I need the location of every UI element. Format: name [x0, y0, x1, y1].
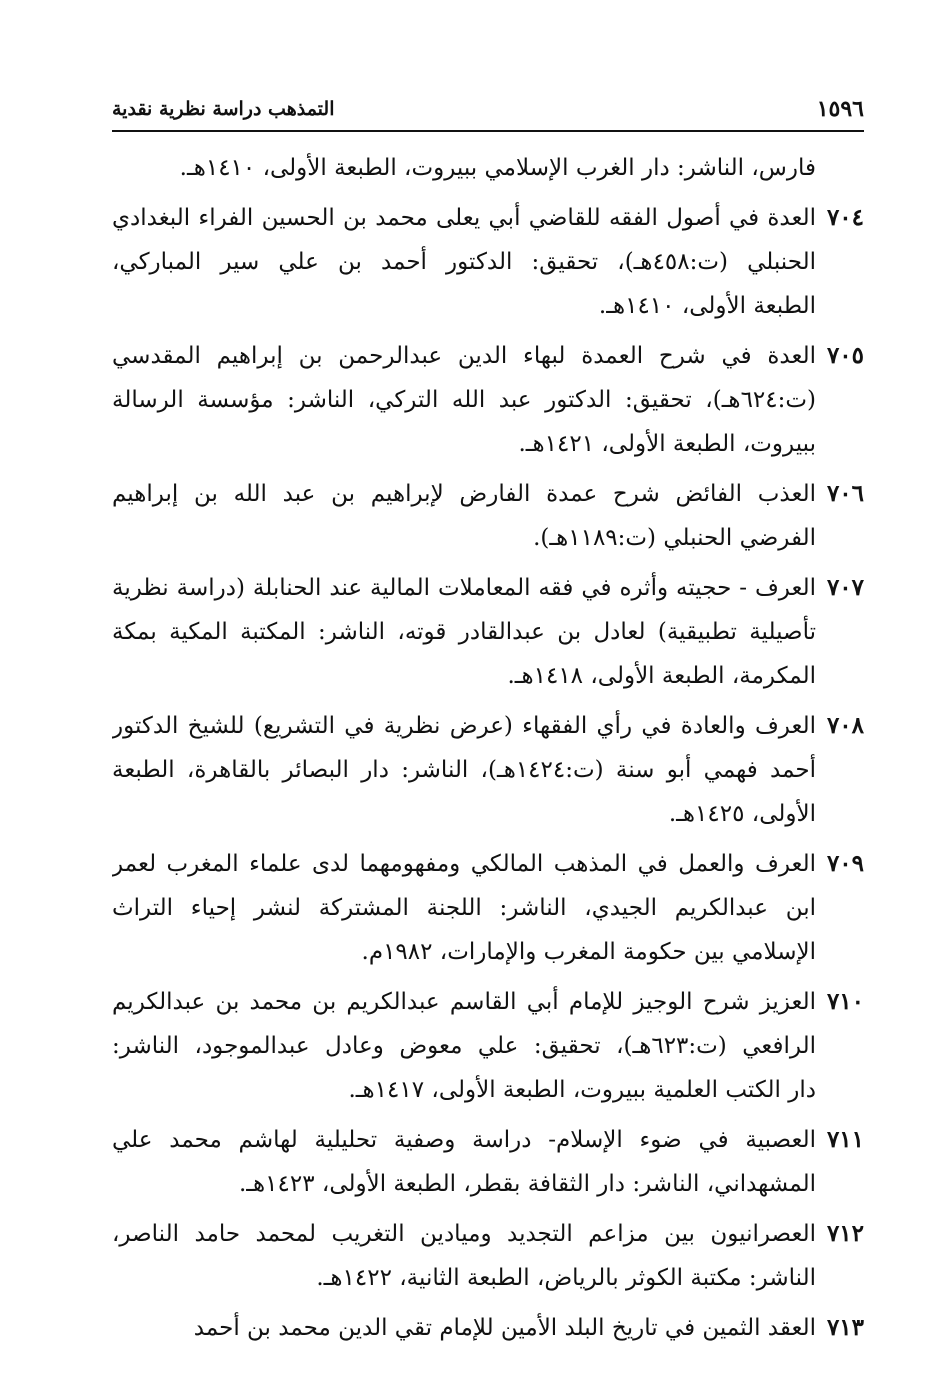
- continuation-line: فارس، الناشر: دار الغرب الإسلامي ببيروت، الطبعة الأولى، ١٤١٠هـ.: [179, 155, 816, 181]
- entry-number: ٧١٣: [826, 1314, 864, 1341]
- entry-text: [112, 472, 816, 560]
- entry-text: [112, 980, 816, 1112]
- entry-number: ٧٠٩: [826, 850, 864, 877]
- entry-line: العصبية في ضوء الإسلام- دراسة وصفية تحليلية لهاشم محمد علي: [112, 1127, 816, 1153]
- bibliography-entry-709: [112, 842, 864, 974]
- entry-line: ابن عبدالكريم الجيدي، الناشر: اللجنة المشتركة لنشر إحياء التراث: [112, 895, 816, 921]
- entry-line: العزيز شرح الوجيز للإمام أبي القاسم عبدالكريم بن محمد بن عبدالكريم: [112, 989, 816, 1015]
- entry-number: ٧١٢: [826, 1220, 864, 1247]
- entry-text: [112, 196, 816, 328]
- entry-line: العدة في شرح العمدة لبهاء الدين عبدالرحمن بن إبراهيم المقدسي: [112, 343, 816, 369]
- entry-line: دار الكتب العلمية ببيروت، الطبعة الأولى، ١٤١٧هـ.: [348, 1077, 816, 1103]
- bibliography-list: [112, 146, 864, 1356]
- entry-number: ٧٠٧: [826, 574, 864, 601]
- entry-number: ٧١١: [826, 1126, 864, 1153]
- entry-line: الأولى، ١٤٢٥هـ.: [668, 801, 816, 827]
- running-title: التمذهب دراسة نظرية نقدية: [112, 98, 335, 120]
- page-number: ١٥٩٦: [816, 96, 864, 122]
- header-rule: [112, 130, 864, 132]
- entry-number: ٧١٠: [826, 988, 864, 1015]
- running-head: [112, 92, 864, 132]
- entry-text: [112, 1212, 816, 1300]
- entry-line: المكرمة، الطبعة الأولى، ١٤١٨هـ.: [507, 663, 816, 689]
- entry-number: ٧٠٤: [826, 204, 864, 231]
- entry-text: [112, 1306, 816, 1350]
- entry-text: [112, 334, 816, 466]
- entry-line: تأصيلية تطبيقية) لعادل بن عبدالقادر قوته، الناشر: المكتبة المكية بمكة: [112, 619, 816, 645]
- entry-line: العقد الثمين في تاريخ البلد الأمين للإمام تقي الدين محمد بن أحمد: [193, 1315, 816, 1341]
- bibliography-entry-706: [112, 472, 864, 560]
- entry-line: ببيروت، الطبعة الأولى، ١٤٢١هـ.: [518, 431, 816, 457]
- entry-line: العصرانيون بين مزاعم التجديد وميادين التغريب لمحمد حامد الناصر،: [112, 1221, 816, 1247]
- bibliography-entry-712: [112, 1212, 864, 1300]
- entry-line: المشهداني، الناشر: دار الثقافة بقطر، الطبعة الأولى، ١٤٢٣هـ.: [238, 1171, 816, 1197]
- entry-text: [112, 1118, 816, 1206]
- bibliography-entry-710: [112, 980, 864, 1112]
- entry-text: [112, 842, 816, 974]
- bibliography-entry-713: [112, 1306, 864, 1350]
- bibliography-entry-711: [112, 1118, 864, 1206]
- bibliography-entry-704: [112, 196, 864, 328]
- entry-line: العرف والعادة في رأي الفقهاء (عرض نظرية في التشريع) للشيخ الدكتور: [112, 713, 816, 739]
- entry-number: ٧٠٥: [826, 342, 864, 369]
- entry-line: العرف والعمل في المذهب المالكي ومفهومهما لدى علماء المغرب لعمر: [112, 851, 816, 877]
- entry-line: (ت:٦٢٤هـ)، تحقيق: الدكتور عبد الله التركي، الناشر: مؤسسة الرسالة: [112, 387, 816, 413]
- entry-line: الفرضي الحنبلي (ت:١١٨٩هـ).: [533, 525, 816, 551]
- entry-line: العرف - حجيته وأثره في فقه المعاملات المالية عند الحنابلة (دراسة نظرية: [112, 575, 816, 601]
- entry-line: العذب الفائض شرح عمدة الفارض لإبراهيم بن عبد الله بن إبراهيم: [112, 481, 816, 507]
- entry-line: أحمد فهمي أبو سنة (ت:١٤٢٤هـ)، الناشر: دار البصائر بالقاهرة، الطبعة: [112, 757, 816, 783]
- entry-text: [112, 566, 816, 698]
- entry-number: ٧٠٨: [826, 712, 864, 739]
- entry-line: الحنبلي (ت:٤٥٨هـ)، تحقيق: الدكتور أحمد بن علي سير المباركي،: [112, 249, 816, 275]
- entry-line: الإسلامي بين حكومة المغرب والإمارات، ١٩٨٢م.: [361, 939, 816, 965]
- entry-line: العدة في أصول الفقه للقاضي أبي يعلى محمد بن الحسين الفراء البغدادي: [112, 205, 816, 231]
- bibliography-entry-705: [112, 334, 864, 466]
- bibliography-entry-707: [112, 566, 864, 698]
- entry-line: الطبعة الأولى، ١٤١٠هـ.: [598, 293, 816, 319]
- bibliography-entry-708: [112, 704, 864, 836]
- entry-text: [112, 704, 816, 836]
- entry-line: الناشر: مكتبة الكوثر بالرياض، الطبعة الثانية، ١٤٢٢هـ.: [316, 1265, 816, 1291]
- entry-line: الرافعي (ت:٦٢٣هـ)، تحقيق: علي معوض وعادل عبدالموجود، الناشر:: [112, 1033, 816, 1059]
- entry-number: ٧٠٦: [826, 480, 864, 507]
